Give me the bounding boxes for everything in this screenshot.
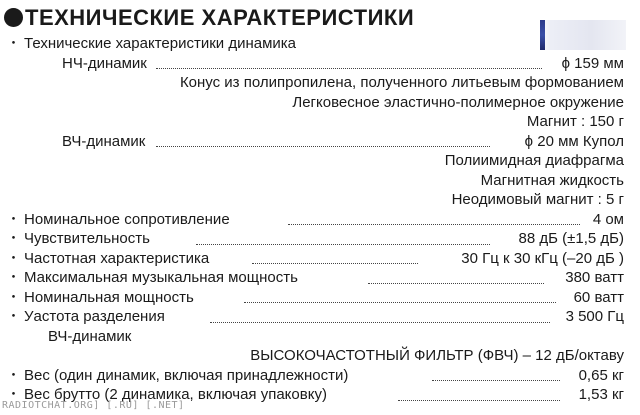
spec-section-heading: Технические характеристики динамика [24, 35, 296, 52]
tweeter-detail: Полиимидная диафрагма [444, 152, 624, 169]
dot-leader [252, 244, 418, 265]
woofer-row [0, 54, 640, 74]
tweeter-detail: Магнитная жидкость [480, 171, 624, 189]
bullet-icon: ・ [6, 249, 22, 267]
weight-label: Вес (один динамик, включая принадлежности) [24, 366, 349, 384]
dot-leader [368, 263, 544, 284]
bullet-icon: ・ [6, 230, 22, 247]
bullet-icon: ・ [6, 366, 22, 384]
woofer-detail-row [0, 73, 640, 93]
spec-label: Уастота разделения [24, 308, 165, 325]
spec-row [0, 249, 640, 269]
spec-label: Номинальная мощность [24, 288, 194, 306]
tweeter-label: ВЧ-динамик [62, 132, 146, 150]
tweeter-detail: Неодимовый магнит : 5 г [451, 191, 624, 208]
dot-leader [156, 127, 490, 148]
spec-value: 60 ватт [573, 288, 624, 306]
spec-value: 30 Гц к 30 кГц (–20 дБ ) [461, 249, 624, 267]
tweeter-detail-row [0, 151, 640, 171]
spec-row [0, 307, 640, 327]
bullet-icon: ・ [6, 386, 22, 403]
spec-label: Частотная характеристика [24, 249, 210, 267]
woofer-detail: Легковесное эластично-полимерное окружение [292, 93, 624, 111]
crossover-sub-label: ВЧ-динамик [48, 327, 132, 345]
woofer-value: ϕ 159 мм [561, 54, 624, 72]
woofer-detail-row [0, 93, 640, 113]
woofer-label: НЧ-динамик [62, 54, 147, 72]
bullet-icon: ・ [6, 288, 22, 306]
tweeter-value: ϕ 20 мм Купол [524, 132, 624, 150]
weight-value: 1,53 кг [578, 386, 624, 403]
dot-leader [244, 283, 556, 304]
weight-value: 0,65 кг [578, 366, 624, 384]
spec-value: 4 ом [592, 210, 624, 228]
spec-label: Номинальное сопротивление [24, 210, 230, 228]
woofer-detail: Конус из полипропилена, полученного литьевым формованием [179, 74, 624, 91]
watermark-footer: RADIOTCHAT.ORG] [.RU] [.NET] [2, 400, 185, 411]
spec-value: 380 ватт [565, 269, 624, 286]
dot-leader [288, 205, 580, 226]
bullet-icon: ・ [6, 35, 22, 52]
bullet-icon: ・ [6, 308, 22, 325]
page-heading [4, 3, 414, 33]
spec-label: Чувствительность [24, 230, 150, 247]
crossover-filter: ВЫСОКОЧАСТОТНЫЙ ФИЛЬТР (ФВЧ) – 12 дБ/октаву [250, 347, 624, 364]
spec-value: 88 дБ (±1,5 дБ) [518, 230, 624, 247]
weight-label: Вес брутто (2 динамика, включая упаковку) [24, 386, 327, 403]
bullet-icon: ・ [6, 210, 22, 228]
page-title: ТЕХНИЧЕСКИЕ ХАРАКТЕРИСТИКИ [25, 5, 415, 30]
dot-leader [432, 361, 560, 382]
dot-leader [210, 302, 550, 323]
tweeter-detail-row [0, 171, 640, 191]
heading-bullet-icon [4, 8, 23, 27]
dot-leader [156, 49, 542, 70]
crossover-sub-row [0, 327, 640, 347]
woofer-detail: Магнит : 150 г [526, 113, 624, 130]
dot-leader [398, 380, 560, 401]
spec-label: Максимальная музыкальная мощность [24, 269, 298, 286]
tweeter-row [0, 132, 640, 152]
dot-leader [196, 224, 490, 245]
spec-value: 3 500 Гц [565, 308, 624, 325]
bullet-icon: ・ [6, 269, 22, 286]
